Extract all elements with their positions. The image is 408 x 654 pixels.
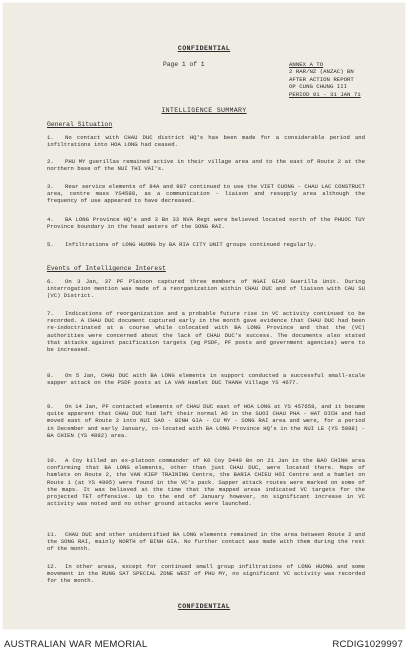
annex-line: ANNEX A TO	[289, 61, 324, 68]
paragraph	[47, 158, 365, 172]
paragraph-text: CHAU DUC and other unidentified BA LONG elements remained in the area between Route 2 and the SONG RAI, mainly NORTH of BINH GIA. No further contact was made with them during the rest of the month.	[47, 531, 365, 553]
paragraph	[47, 563, 365, 585]
paragraph-number: 7.	[47, 310, 54, 317]
paragraph	[47, 457, 365, 507]
paragraph	[47, 372, 365, 386]
classification-bottom: CONFIDENTIAL	[177, 603, 231, 610]
paragraph-text: No contact with CHAU DUC district HQ's has been made for a considerable period and infiltrations into HOA LONG had ceased.	[47, 134, 365, 149]
paragraph-number: 3.	[47, 183, 54, 190]
document-title: INTELLIGENCE SUMMARY	[161, 107, 247, 114]
paragraph-number: 1.	[47, 134, 54, 141]
paragraph-number: 5.	[47, 241, 54, 248]
page-indicator: Page 1 of 1	[163, 61, 205, 68]
section-heading-general: General Situation	[47, 121, 113, 128]
annex-line: AFTER ACTION REPORT	[289, 75, 354, 83]
paragraph	[47, 134, 365, 148]
document-page	[3, 3, 405, 629]
paragraph-text: Infiltrations of LONG HUONG by BA RIA CITY UNIT groups continued regularly.	[65, 241, 317, 248]
paragraph	[47, 183, 365, 205]
paragraph-text: Indications of reorganization and a probable future rise in VC activity continued to be recorded. A CHAU DUC document captured early in the month gave evidence that CHAU DUC had been re-indoctrinated at a course while colocated with BA LONG Province and that the (VC) authorities were concerned about the lack of CHAU DUC's success. The documents also stated that attacks against pacification targets (eg PSDF, PF posts and government agencies) were to be increased.	[47, 310, 365, 354]
paragraph-number: 9.	[47, 403, 54, 410]
institution-name: AUSTRALIAN WAR MEMORIAL	[4, 639, 148, 650]
paragraph-number: 2.	[47, 158, 54, 165]
paragraph	[47, 278, 365, 300]
paragraph-number: 11.	[47, 531, 58, 538]
section-heading-events: Events of Intelligence Interest	[47, 265, 166, 272]
paragraph-number: 12.	[47, 563, 58, 570]
paragraph	[47, 403, 365, 439]
paragraph-text: On 14 Jan, PF contacted elements of CHAU DUC east of HOA LONG at YS 457658, and it became quite apparent that CHAU DUC had left their normal AO in the SUOI CHAU PHA - HAT DICH and had moved east of Route 2 into NUI SAO - BINH GIA - CU MY - SONG RAI area and were, for a period in December and early January, co-located with BA LONG Province HQ's in the NUI LE (YS 5088) - BA CHIEN (YS 4882) area.	[47, 403, 365, 439]
paragraph-number: 6.	[47, 278, 54, 285]
paragraph-number: 8.	[47, 372, 54, 379]
paragraph-text: On 3 Jan, 37 PF Platoon captured three members of NGAI GIAO Guerilla Unit. During interrogation mention was made of a reorganization within CHAU DUC and of liaison with CAU SU (VC) District.	[47, 278, 365, 300]
paragraph-text: Rear service elements of 84A and 987 continued to use the VIET CUONG - CHAU LAC CONSTRUCT area, centre mass YS4588, as a communication - liaison and resupply area although the frequency of use appeared to have decreased.	[47, 183, 365, 205]
paragraph-text: PHU MY guerillas remained active in their village area and to the east of Route 2 at the northern base of the NUI THI VAI's.	[47, 158, 365, 173]
paragraph-text: A Coy killed an ex-platoon commander of K6 Coy D440 Bn on 21 Jan in the BAO CHINH area confirming that BA LONG elements, other than just CHAU DUC, were located there. Maps of hamlets on Route 2, the VAN KIEP TRAINING Centre, the BARIA CHIEU HOI Centre and a hamlet on Route 1 (at YS 4905) were found in the VC's pack. Sapper attack routes were marked on some of the maps. It was believed at the time that the mapped areas indicated VC targets for the projected TET offensive. Up to the end of January however, no significant increase in VC activity was noted and no other ground attacks were launched.	[47, 457, 365, 508]
paragraph-text: In other areas, except for continued small group infiltrations of LONG HUONG and some movement in the RUNG SAT SPECIAL ZONE WEST of PHU MY, no significant VC activity was recorded for the month.	[47, 563, 365, 585]
paragraph-number: 4.	[47, 216, 54, 223]
record-id: RCDIG1029997	[332, 639, 403, 650]
classification-top: CONFIDENTIAL	[177, 45, 231, 52]
annex-line: PERIOD 01 - 31 JAN 71	[289, 90, 361, 98]
paragraph-number: 10.	[47, 457, 58, 464]
archive-footer	[0, 631, 408, 654]
annex-line: OP CUNG CHUNG III	[289, 83, 348, 91]
paragraph	[47, 531, 365, 553]
paragraph-text: On 5 Jan, CHAU DUC with BA LONG elements in support conducted a successful small-scale sapper attack on the PSDF posts at LA VAN Hamlet DUC THANH Village YS 4677.	[47, 372, 365, 387]
annex-line: 2 RAR/NZ (ANZAC) BN	[289, 68, 354, 76]
annex-block	[289, 61, 361, 98]
paragraph-text: BA LONG Province HQ's and 3 Bn 33 NVA Regt were believed located north of the PHUOC TUY Province boundary in the head waters of the SONG RAI.	[47, 216, 365, 231]
paragraph	[47, 310, 365, 353]
paragraph	[47, 216, 365, 230]
paragraph	[47, 241, 365, 248]
